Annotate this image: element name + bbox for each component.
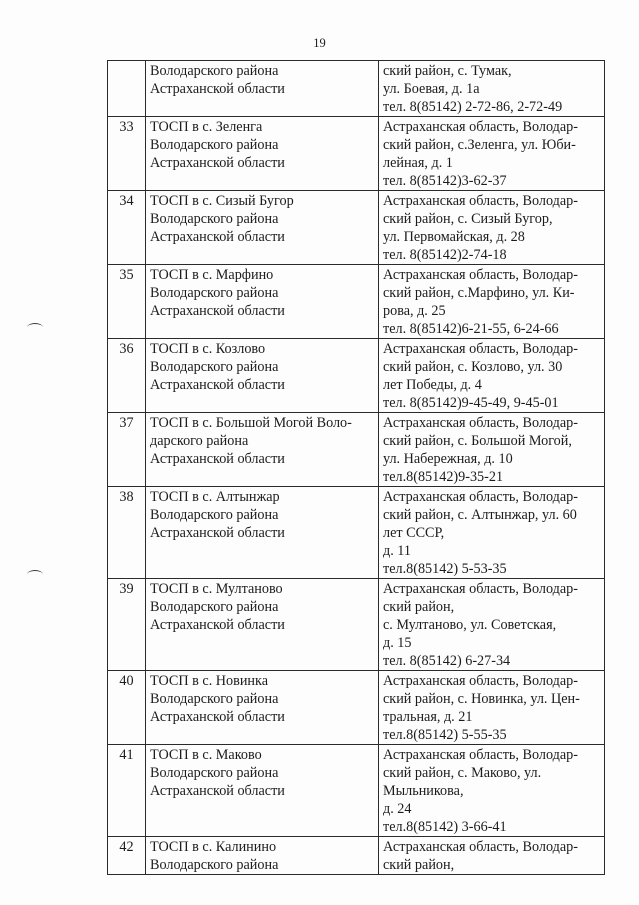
table-row — [108, 671, 605, 745]
offices-table-body — [108, 61, 605, 875]
binder-hole-mark — [27, 323, 43, 332]
table-row — [108, 413, 605, 487]
table-row — [108, 339, 605, 413]
office-address: Астраханская область, Володар- ский район, с. Большой Могой, ул. Набережная, д. 10 тел.8(85142)9-35-21 — [379, 413, 605, 487]
row-number: 38 — [108, 487, 146, 579]
office-name: ТОСП в с. Зеленга Володарского района Астраханской области — [146, 117, 379, 191]
row-number: 41 — [108, 745, 146, 837]
office-address: Астраханская область, Володар- ский район, с. Сизый Бугор, ул. Первомайская, д. 28 тел. 8(85142)2-74-18 — [379, 191, 605, 265]
row-number: 36 — [108, 339, 146, 413]
office-name: ТОСП в с. Мултаново Володарского района Астраханской области — [146, 579, 379, 671]
office-address: ский район, с. Тумак, ул. Боевая, д. 1а тел. 8(85142) 2-72-86, 2-72-49 — [379, 61, 605, 117]
office-name: ТОСП в с. Новинка Володарского района Астраханской области — [146, 671, 379, 745]
row-number: 33 — [108, 117, 146, 191]
row-number — [108, 61, 146, 117]
office-address: Астраханская область, Володар- ский район, с. Козлово, ул. 30 лет Победы, д. 4 тел. 8(85142)9-45-49, 9-45-01 — [379, 339, 605, 413]
office-name: ТОСП в с. Маково Володарского района Астраханской области — [146, 745, 379, 837]
office-address: Астраханская область, Володар- ский район, с. Мултаново, ул. Советская, д. 15 тел. 8(85142) 6-27-34 — [379, 579, 605, 671]
table-row — [108, 191, 605, 265]
office-name: ТОСП в с. Калинино Володарского района — [146, 837, 379, 875]
office-name: ТОСП в с. Алтынжар Володарского района Астраханской области — [146, 487, 379, 579]
row-number: 42 — [108, 837, 146, 875]
office-address: Астраханская область, Володар- ский район, с. Алтынжар, ул. 60 лет СССР, д. 11 тел.8(85142) 5-53-35 — [379, 487, 605, 579]
office-name: ТОСП в с. Козлово Володарского района Астраханской области — [146, 339, 379, 413]
office-name: ТОСП в с. Большой Могой Воло- дарского района Астраханской области — [146, 413, 379, 487]
office-address: Астраханская область, Володар- ский район, — [379, 837, 605, 875]
office-name: ТОСП в с. Марфино Володарского района Астраханской области — [146, 265, 379, 339]
table-row — [108, 487, 605, 579]
office-address: Астраханская область, Володар- ский район, с. Новинка, ул. Цен- тральная, д. 21 тел.8(85142) 5-55-35 — [379, 671, 605, 745]
table-row — [108, 579, 605, 671]
office-address: Астраханская область, Володар- ский район, с. Маково, ул. Мыльникова, д. 24 тел.8(85142) 3-66-41 — [379, 745, 605, 837]
page-number: 19 — [313, 36, 326, 50]
row-number: 40 — [108, 671, 146, 745]
table-row — [108, 837, 605, 875]
office-name: Володарского района Астраханской области — [146, 61, 379, 117]
office-name: ТОСП в с. Сизый Бугор Володарского района Астраханской области — [146, 191, 379, 265]
row-number: 34 — [108, 191, 146, 265]
office-address: Астраханская область, Володар- ский район, с.Зеленга, ул. Юби- лейная, д. 1 тел. 8(85142)3-62-37 — [379, 117, 605, 191]
offices-table — [107, 60, 605, 875]
table-row — [108, 745, 605, 837]
table-row — [108, 265, 605, 339]
binder-hole-mark — [27, 570, 43, 579]
table-row — [108, 117, 605, 191]
table-row — [108, 61, 605, 117]
row-number: 35 — [108, 265, 146, 339]
row-number: 39 — [108, 579, 146, 671]
row-number: 37 — [108, 413, 146, 487]
office-address: Астраханская область, Володар- ский район, с.Марфино, ул. Ки- рова, д. 25 тел. 8(85142)6-21-55, 6-24-66 — [379, 265, 605, 339]
